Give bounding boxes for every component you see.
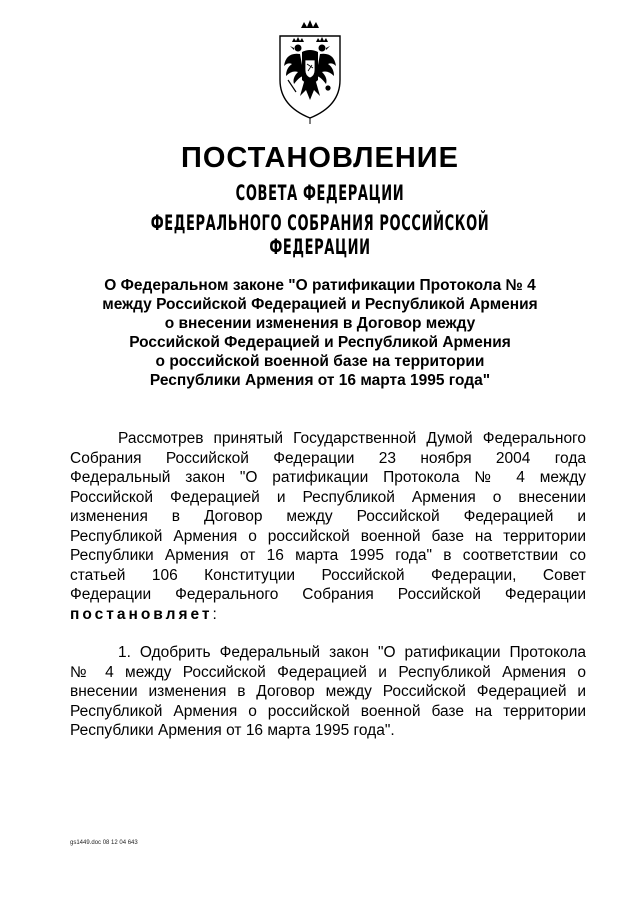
resolution-item-1 bbox=[70, 643, 586, 741]
paragraph-line: 1. Одобрить Федеральный закон "О ратификации Протокола bbox=[118, 644, 586, 661]
paragraph-line: Собрания Российской Федерации 23 ноября 2004 года bbox=[70, 449, 586, 467]
decree-colon: : bbox=[212, 605, 217, 623]
subject-line: Республики Армения от 16 марта 1995 года" bbox=[149, 372, 491, 389]
subject-line: Российской Федерацией и Республикой Армения bbox=[129, 334, 511, 351]
paragraph-line: Республики Армения от 16 марта 1995 года" в соответствии со bbox=[70, 547, 586, 564]
paragraph-line: изменения в Договор между Российской Федерацией и bbox=[70, 508, 586, 525]
preamble-paragraph bbox=[70, 429, 586, 624]
paragraph-line: Федеральный закон "О ратификации Протокола № 4 между bbox=[70, 469, 586, 486]
paragraph-line: № 4 между Российской Федерацией и Республикой Армения о bbox=[70, 663, 586, 681]
paragraph-line: Федерации Федерального Собрания Российской Федерации bbox=[70, 586, 586, 603]
decree-line bbox=[70, 605, 586, 625]
paragraph-line: Рассмотрев принятый Государственной Думой Федерального bbox=[118, 430, 586, 447]
paragraph-line: Республикой Армения о российской военной базе на территории bbox=[70, 702, 586, 720]
issuer-line-1: СОВЕТА ФЕДЕРАЦИИ bbox=[235, 181, 405, 205]
paragraph-line: Республики Армения от 16 марта 1995 года". bbox=[70, 722, 395, 739]
paragraph-line: Республикой Армения о российской военной базе на территории bbox=[70, 527, 586, 545]
subject-line: между Российской Федерацией и Республикой Армения bbox=[102, 296, 538, 313]
subject-line: О Федеральном законе "О ратификации Протокола № 4 bbox=[104, 277, 536, 294]
issuer-line-2: ФЕДЕРАЛЬНОГО СОБРАНИЯ РОССИЙСКОЙ ФЕДЕРАЦИИ bbox=[150, 211, 490, 259]
document-title: ПОСТАНОВЛЕНИЕ bbox=[181, 142, 459, 174]
subject-line: о российской военной базе на территории bbox=[155, 353, 485, 370]
paragraph-line: статьей 106 Конституции Российской Федерации, Совет bbox=[70, 566, 586, 584]
document-subject bbox=[80, 276, 560, 390]
subject-line: о внесении изменения в Договор между bbox=[164, 315, 476, 332]
document-code: gs1449.doc 08 12 04 643 bbox=[70, 840, 138, 846]
russian-coat-of-arms-icon bbox=[270, 18, 350, 128]
paragraph-line: Российской Федерацией и Республикой Армения о внесении bbox=[70, 488, 586, 506]
paragraph-line: внесении изменения в Договор между Российской Федерацией и bbox=[70, 683, 586, 700]
decree-word: постановляет bbox=[70, 605, 213, 623]
